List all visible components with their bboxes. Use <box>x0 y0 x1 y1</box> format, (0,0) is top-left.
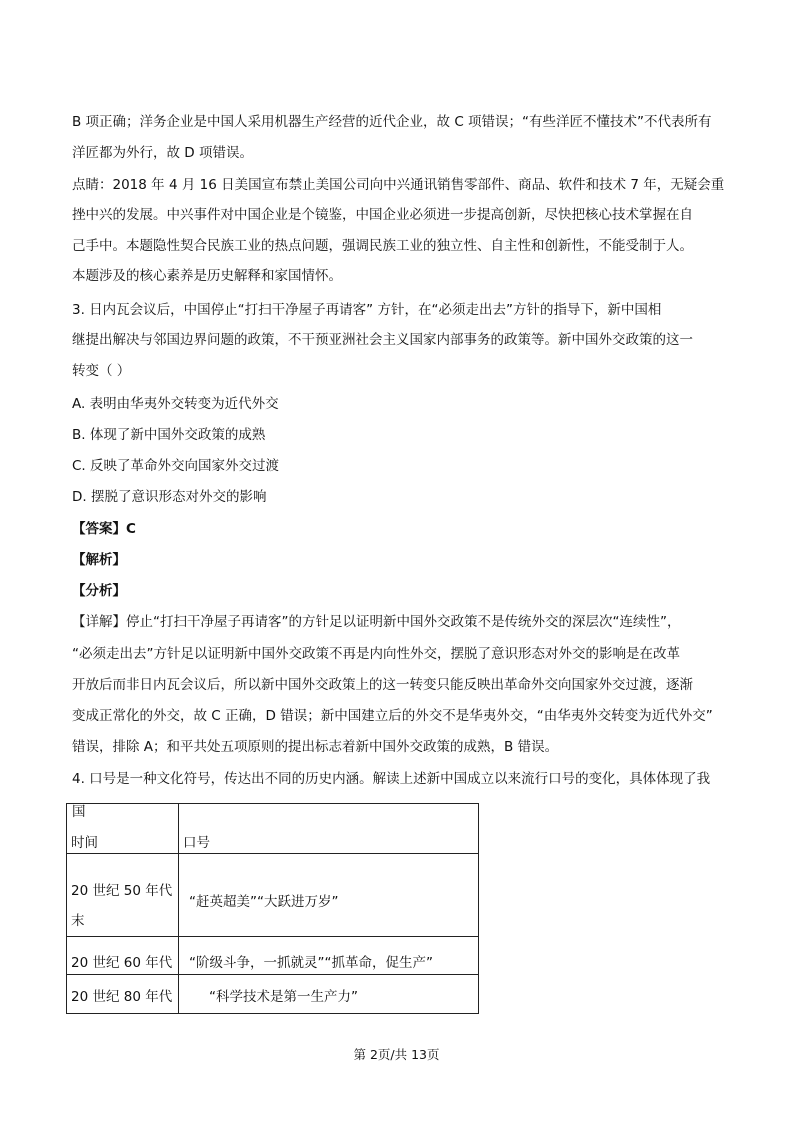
text-line: 己手中。本题隐性契合民族工业的热点问题，强调民族工业的独立性、自主性和创新性，不能受制于人。 <box>72 238 693 254</box>
option-c: C. 反映了革命外交向国家外交过渡 <box>72 458 280 474</box>
explanation-line: 变成正常化的外交，故 C 正确，D 错误；新中国建立后的外交不是华夷外交，“由华夷外交转变为近代外交” <box>72 708 713 724</box>
header-time: 时间 <box>67 804 179 854</box>
row-time: 20 世纪 50 年代末 <box>67 854 179 937</box>
answer-label: 【答案】C <box>72 521 136 537</box>
table-row <box>67 937 479 975</box>
slogan-table <box>66 803 479 1014</box>
question-3-stem: 转变（ ） <box>72 363 131 379</box>
text-line: 点睛：2018 年 4 月 16 日美国宣布禁止美国公司向中兴通讯销售零部件、商品、软件和技术 7 年，无疑会重 <box>72 177 725 193</box>
header-slogan: 口号 <box>179 804 479 854</box>
row-slogan: “科学技术是第一生产力” <box>179 975 479 1014</box>
text-line: 本题涉及的核心素养是历史解释和家国情怀。 <box>72 268 342 284</box>
breakdown-label: 【分析】 <box>72 583 126 599</box>
explanation-line: “必须走出去”方针足以证明新中国外交政策不再是内向性外交，摆脱了意识形态对外交的影响是在改革 <box>72 646 680 662</box>
row-slogan: “赶英超美”“大跃进万岁” <box>179 854 479 937</box>
row-time: 20 世纪 80 年代 <box>67 975 179 1014</box>
text-line: 挫中兴的发展。中兴事件对中国企业是个镜鉴，中国企业必须进一步提高创新，尽快把核心技术掌握在自 <box>72 207 693 223</box>
option-d: D. 摆脱了意识形态对外交的影响 <box>72 489 267 505</box>
table-row <box>67 975 479 1014</box>
table-row <box>67 854 479 937</box>
option-b: B. 体现了新中国外交政策的成熟 <box>72 427 266 443</box>
analysis-label: 【解析】 <box>72 552 126 568</box>
page-footer: 第 2页/共 13页 <box>353 1047 440 1062</box>
overflow-char: 国 <box>72 804 86 820</box>
question-3-stem: 继提出解决与邻国边界问题的政策，不干预亚洲社会主义国家内部事务的政策等。新中国外交政策的这一 <box>72 332 693 348</box>
explanation-line: 【详解】停止“打扫干净屋子再请客”的方针足以证明新中国外交政策不是传统外交的深层次“连续性”， <box>72 614 681 630</box>
explanation-line: 开放后而非日内瓦会议后，所以新中国外交政策上的这一转变只能反映出革命外交向国家外交过渡，逐渐 <box>72 677 693 693</box>
explanation-line: 错误，排除 A；和平共处五项原则的提出标志着新中国外交政策的成熟，B 错误。 <box>72 739 559 755</box>
text-line: B 项正确；洋务企业是中国人采用机器生产经营的近代企业，故 C 项错误；“有些洋匠不懂技术”不代表所有 <box>72 114 712 130</box>
text-line: 洋匠都为外行，故 D 项错误。 <box>72 145 253 161</box>
question-4-stem: 4. 口号是一种文化符号，传达出不同的历史内涵。解读上述新中国成立以来流行口号的变化，具体体现了我 <box>72 771 711 787</box>
table-header-row <box>67 804 479 854</box>
row-slogan: “阶级斗争，一抓就灵”“抓革命，促生产” <box>179 937 479 975</box>
option-a: A. 表明由华夷外交转变为近代外交 <box>72 396 279 412</box>
question-3-stem: 3. 日内瓦会议后，中国停止“打扫干净屋子再请客” 方针，在“必须走出去”方针的指导下，新中国相 <box>72 302 662 318</box>
row-time: 20 世纪 60 年代 <box>67 937 179 975</box>
